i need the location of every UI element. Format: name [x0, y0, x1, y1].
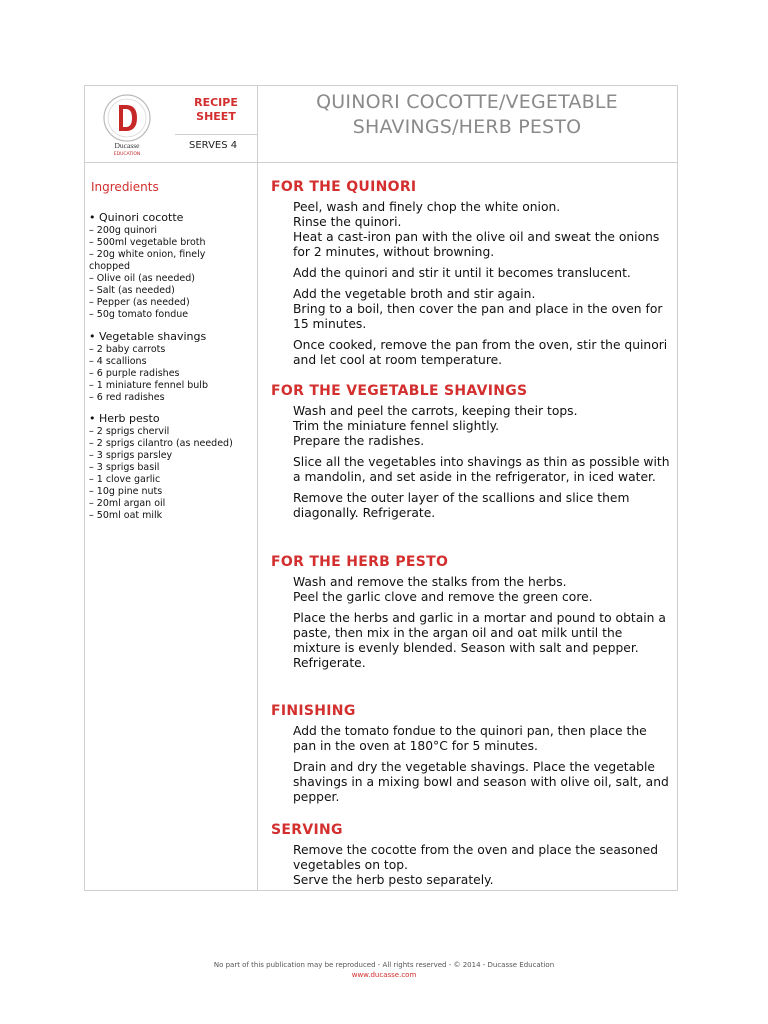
section-paragraph: Add the vegetable broth and stir again. Bring to a boil, then cover the pan and place in the oven for 15 minutes. [293, 287, 663, 331]
ingredient-group-head: • Quinori cocotte [89, 211, 184, 224]
copyright-notice: No part of this publication may be reproduced - All rights reserved - © 2014 - Ducasse Education [213, 961, 555, 969]
svg-text:Ducasse: Ducasse [114, 141, 140, 150]
ingredient-group-vegetable-shavings [89, 330, 249, 404]
ingredient-group-head: • Vegetable shavings [89, 330, 207, 343]
ingredient-list: – 200g quinori – 500ml vegetable broth – 20g white onion, finely chopped – Olive oil (as needed) – Salt (as needed) – Pepper (as needed) – 50g tomato fondue [89, 225, 206, 320]
ingredient-group-herb-pesto [89, 412, 249, 522]
section-paragraph: Add the tomato fondue to the quinori pan, then place the pan in the oven at 180°C for 5 minutes. [293, 724, 647, 753]
ingredient-group-quinori [89, 211, 249, 321]
section-heading: SERVING [271, 822, 343, 838]
recipe-title: QUINORI COCOTTE/VEGETABLE SHAVINGS/HERB PESTO [316, 91, 618, 138]
website-link[interactable]: www.ducasse.com [351, 971, 417, 979]
recipe-sheet-label: RECIPE SHEET [194, 96, 238, 123]
section-paragraph: Peel, wash and finely chop the white onion. Rinse the quinori. Heat a cast-iron pan with the olive oil and sweat the onions for 2 minutes, without browning. [293, 200, 660, 259]
footer [0, 961, 768, 979]
section-paragraph: Place the herbs and garlic in a mortar and pound to obtain a paste, then mix in the argan oil and oat milk until the mixture is evenly blended. Season with salt and pepper. Refrigerate. [293, 611, 666, 670]
serves-count: SERVES 4 [189, 140, 238, 151]
section-paragraph: Remove the outer layer of the scallions and slice them diagonally. Refrigerate. [293, 491, 630, 520]
column-divider [257, 86, 258, 890]
section-paragraph: Once cooked, remove the pan from the oven, stir the quinori and let cool at room temperature. [293, 338, 668, 367]
section-heading: FOR THE VEGETABLE SHAVINGS [271, 383, 528, 399]
section-paragraph: Add the quinori and stir it until it becomes translucent. [293, 266, 631, 280]
ingredient-list: – 2 sprigs chervil – 2 sprigs cilantro (as needed) – 3 sprigs parsley – 3 sprigs basil – 1 clove garlic – 10g pine nuts – 20ml argan oil – 50ml oat milk [89, 426, 233, 521]
header-divider [85, 162, 677, 163]
section-paragraph: Wash and peel the carrots, keeping their tops. Trim the miniature fennel slightly. Prepare the radishes. [293, 404, 578, 448]
recipe-sheet [84, 85, 678, 891]
section-heading: FINISHING [271, 703, 356, 719]
section-quinori [271, 178, 671, 368]
section-serving [271, 821, 671, 888]
ducasse-logo [97, 92, 157, 158]
section-vegetable-shavings [271, 382, 671, 521]
label-divider [175, 134, 257, 135]
section-paragraph: Slice all the vegetables into shavings as thin as possible with a mandolin, and set aside in the refrigerator, in iced water. [293, 455, 670, 484]
section-paragraph: Remove the cocotte from the oven and place the seasoned vegetables on top. Serve the herb pesto separately. [293, 843, 658, 887]
ingredient-list: – 2 baby carrots – 4 scallions – 6 purple radishes – 1 miniature fennel bulb – 6 red radishes [89, 344, 208, 403]
section-paragraph: Wash and remove the stalks from the herbs. Peel the garlic clove and remove the green core. [293, 575, 593, 604]
ingredients-title: Ingredients [91, 180, 159, 194]
section-heading: FOR THE HERB PESTO [271, 554, 449, 570]
ingredient-group-head: • Herb pesto [89, 412, 160, 425]
section-herb-pesto [271, 553, 671, 671]
section-finishing [271, 702, 671, 805]
section-heading: FOR THE QUINORI [271, 179, 417, 195]
svg-text:EDUCATION: EDUCATION [113, 152, 141, 157]
section-paragraph: Drain and dry the vegetable shavings. Place the vegetable shavings in a mixing bowl and season with olive oil, salt, and pepper. [293, 760, 669, 804]
